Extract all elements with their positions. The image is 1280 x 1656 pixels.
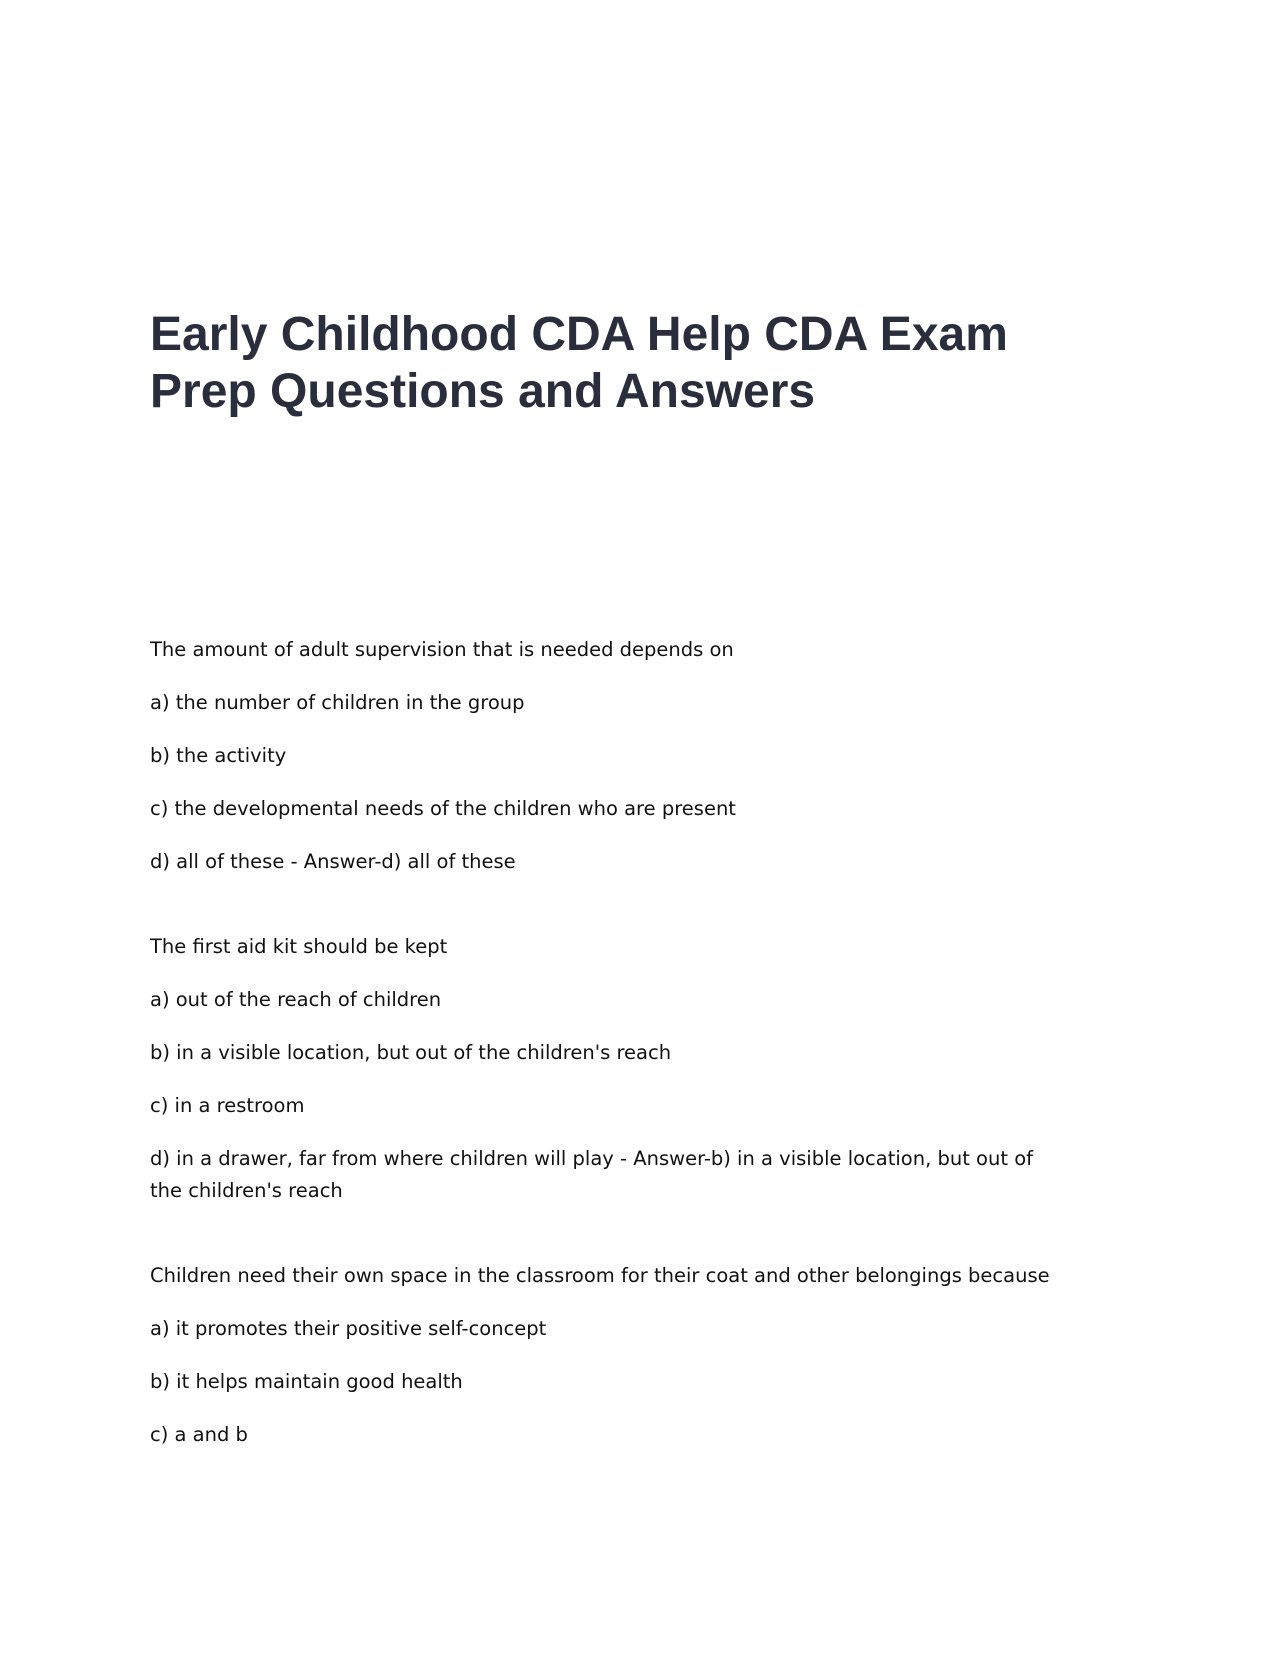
answer-option: d) all of these - Answer-d) all of these: [150, 850, 516, 873]
answer-option: c) a and b: [150, 1423, 248, 1446]
question-prompt: The first aid kit should be kept: [150, 935, 448, 958]
answer-option: a) out of the reach of children: [150, 988, 442, 1011]
question-list: [150, 634, 1050, 1504]
question-2: [150, 931, 1050, 1207]
question-1: [150, 634, 1050, 878]
document-title: Early Childhood CDA Help CDA Exam Prep Questions and Answers: [150, 308, 1008, 418]
answer-option: c) in a restroom: [150, 1094, 305, 1117]
answer-option: b) it helps maintain good health: [150, 1370, 463, 1393]
answer-option: d) in a drawer, far from where children will play - Answer-b) in a visible location, but out of the children's reach: [150, 1147, 1033, 1202]
question-prompt: Children need their own space in the classroom for their coat and other belongings because: [150, 1264, 1050, 1287]
answer-option: a) the number of children in the group: [150, 691, 525, 714]
question-3: [150, 1260, 1050, 1451]
answer-option: b) in a visible location, but out of the children's reach: [150, 1041, 672, 1064]
question-prompt: The amount of adult supervision that is needed depends on: [150, 638, 734, 661]
answer-option: b) the activity: [150, 744, 287, 767]
answer-option: a) it promotes their positive self-concept: [150, 1317, 547, 1340]
answer-option: c) the developmental needs of the children who are present: [150, 797, 736, 820]
